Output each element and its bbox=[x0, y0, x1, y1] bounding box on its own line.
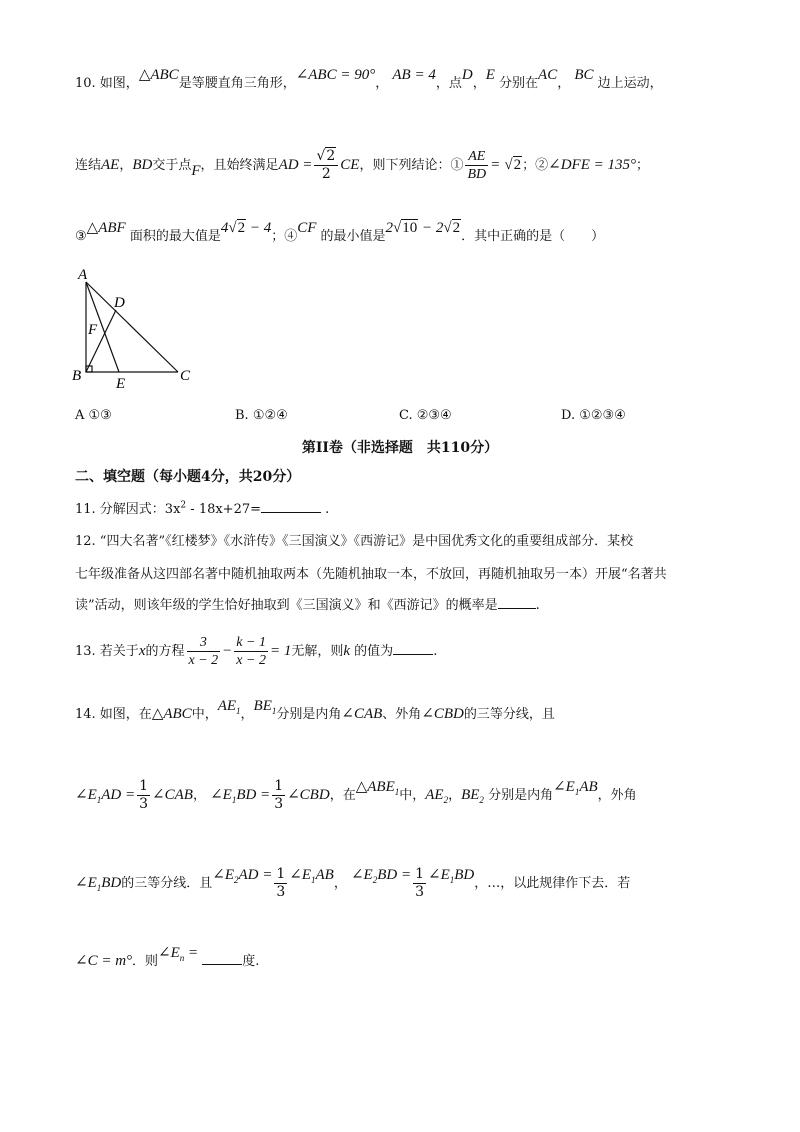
q14-line1: 14. 如图，在△ABC中，$AE_1$，$BE_1$分别是内角∠CAB、外角∠CBD的三等分线，且 bbox=[75, 698, 555, 722]
q14-pre: 14. 如图，在 bbox=[75, 707, 152, 722]
q13-post2: 的值为 bbox=[354, 644, 394, 659]
label-b: B bbox=[72, 368, 82, 384]
q10-c2-text: ；② bbox=[522, 158, 549, 173]
q10-point-e: E bbox=[485, 67, 495, 83]
q10-edge-text: 边上运动， bbox=[597, 76, 663, 91]
q12-end: . bbox=[535, 598, 540, 613]
q12-line3-text: 读”活动，则该年级的学生恰好抽取到《三国演义》和《西游记》的概率是 bbox=[75, 598, 498, 613]
q14-ae1: $AE_1$ bbox=[217, 698, 241, 716]
label-e: E bbox=[116, 376, 126, 392]
label-f: F bbox=[88, 322, 98, 338]
q12-line2: 七年级准备从这四部名著中随机抽取两本（先随机抽取一本，不放回，再随机抽取另一本）开展“名著共 bbox=[75, 567, 667, 582]
q12-line1: 12. “四大名著”《红楼梦》《水浒传》《三国演义》《西游记》是中国优秀文化的重要组成部分．某校 bbox=[75, 534, 634, 549]
q10-side-bc: BC bbox=[574, 67, 594, 83]
section2-title: 第II卷（非选择题 共110分） bbox=[301, 440, 499, 456]
q14-be2: $BE_2$ bbox=[461, 787, 484, 805]
option-c[interactable]: C. ②③④ bbox=[399, 408, 452, 423]
q10-c4-value: 2√10 − 2√2 bbox=[385, 220, 461, 236]
q10-moving-text: 分别在 bbox=[499, 76, 539, 91]
q10-f: F bbox=[191, 163, 201, 179]
segment-bd bbox=[86, 310, 116, 372]
q14-e1ab: $\angle E_1AB$ bbox=[553, 779, 598, 797]
q10-c4-text: ；④ bbox=[271, 229, 298, 244]
q10-tri-abc: △ABC bbox=[138, 67, 179, 83]
q10-c2-end: ； bbox=[636, 158, 650, 173]
q10-eq-sqrt: = bbox=[490, 157, 501, 173]
q14-be1: $BE_1$ bbox=[253, 698, 277, 716]
q13-frac2: $\frac{k - 1}{x - 2}$ bbox=[236, 635, 266, 668]
q14-angle-cbd: ∠CBD bbox=[421, 706, 464, 722]
q10-tri-abf: △ABF bbox=[86, 220, 126, 236]
q10-sqrt2: 2 bbox=[326, 148, 336, 164]
option-d[interactable]: D. ①②③④ bbox=[561, 408, 626, 423]
q10-c3-value: 4√2 − 4 bbox=[220, 220, 272, 236]
label-c: C bbox=[180, 368, 191, 384]
q10-connect-text: 连结 bbox=[75, 158, 102, 173]
label-a: A bbox=[78, 267, 88, 283]
q10-angle-abc: ∠ABC = 90° bbox=[295, 67, 376, 83]
q14-angle-cab: ∠CAB bbox=[341, 706, 383, 722]
q12-answer-blank[interactable] bbox=[498, 608, 536, 609]
q14-ae2: $AE_2$ bbox=[425, 787, 449, 805]
q13 bbox=[75, 634, 437, 669]
option-a[interactable]: A ①③ bbox=[75, 408, 112, 423]
q10-sqrt2-value: √2 bbox=[504, 157, 522, 173]
q10-point-text: ，点 bbox=[435, 76, 462, 91]
q14-e1ad: $\angle E_1AD$ = bbox=[75, 787, 136, 805]
q10-line3 bbox=[75, 220, 605, 245]
q10-line1: 10. 如图，△ABC是等腰直角三角形，∠ABC = 90°， AB = 4，点D，E 分别在AC， BC 边上运动， bbox=[75, 67, 663, 91]
q11-answer-blank[interactable] bbox=[261, 512, 321, 513]
q10-options bbox=[75, 408, 715, 428]
q10-c3-text: 面积的最大值是 bbox=[129, 229, 221, 244]
q13-x: x bbox=[138, 643, 146, 659]
q11-end: . bbox=[321, 502, 330, 517]
q14-e2ad: $\angle E_2AD$ = bbox=[212, 867, 273, 885]
q14-e2bd: $\angle E_2BD$ = bbox=[350, 867, 412, 885]
q11-text-pre: 11. 分解因式：3x bbox=[75, 502, 181, 517]
q13-pre: 13. 若关于 bbox=[75, 644, 139, 659]
q10-bd: BD bbox=[132, 157, 153, 173]
q14-line3: $\angle E_1BD$的三等分线．且$\angle E_2AD$ = $\frac{1}{3}$ $\angle E_1AB$， $\angle E_2BD$ = $\frac{1}{3}$ $\angle E_1BD$，…，以此规律作下去．若 bbox=[75, 866, 631, 900]
q10-point-d: D bbox=[461, 67, 473, 83]
q10-number: 10. 如图， bbox=[75, 76, 139, 91]
q14-e1bd: $\angle E_1BD$ = bbox=[210, 787, 271, 805]
q14-tri-abc: △ABC bbox=[151, 706, 192, 722]
q10-satisfy-text: ，且始终满足 bbox=[200, 158, 279, 173]
q10-intersect-text: 交于点 bbox=[152, 158, 192, 173]
q14-en: $\angle E_n$ = bbox=[158, 945, 199, 963]
q14-tri-abe1: $\triangle ABE_1$ bbox=[355, 779, 400, 797]
q10-den2: 2 bbox=[321, 166, 331, 182]
q10-fraction-sqrt2-over-2: $\frac{√2}{2}$ bbox=[314, 148, 338, 183]
q10-fraction-ae-bd bbox=[465, 148, 488, 183]
q10-side-ac: AC bbox=[538, 67, 558, 83]
q11 bbox=[75, 498, 329, 517]
q10-ab-value: AB = 4 bbox=[392, 67, 436, 83]
q14-line4: ∠C = m°．则$\angle E_n$ = 度. bbox=[75, 945, 260, 969]
q11-sup: 2 bbox=[180, 500, 187, 511]
segment-ac bbox=[86, 282, 178, 372]
label-d: D bbox=[114, 295, 125, 311]
q10-ad-eq: AD = bbox=[278, 157, 313, 173]
part2-heading: 二、填空题（每小题4分，共20分） bbox=[75, 469, 301, 485]
q13-minus: − bbox=[222, 643, 233, 659]
q13-end: . bbox=[433, 644, 438, 659]
q10-conclusions-text: ，则下列结论：① bbox=[359, 158, 464, 173]
q13-frac1: $\frac{3}{x - 2}$ bbox=[188, 635, 219, 668]
q10-line2: 连结AE，BD交于点F，且始终满足AD = $\frac{√2}{2}$ CE，则下列结论：① $\frac{AE}{BD}$ = √2；②∠DFE = 135°； bbox=[75, 148, 650, 182]
q10-c4-text2: 的最小值是 bbox=[320, 229, 386, 244]
q10-angle-dfe: ∠DFE = 135° bbox=[548, 157, 637, 173]
q11-text-post: - 18x+27= bbox=[186, 502, 262, 517]
q13-mid: 的方程 bbox=[145, 644, 185, 659]
q10-bd-den: BD bbox=[467, 167, 487, 182]
q10-isosceles-text: 是等腰直角三角形， bbox=[178, 76, 296, 91]
q10-ae-num: AE bbox=[465, 148, 488, 166]
q13-post: 无解，则 bbox=[291, 644, 344, 659]
q10-cf: CF bbox=[297, 220, 317, 236]
q14-line2: $\angle E_1AD$ = $\frac{1}{3}$ ∠CAB， $\angle E_1BD$ = $\frac{1}{3}$ ∠CBD，在$\triangle ABE_1$中，$AE_2$，$BE_2$ 分别是内角$\angle E_1AB$，外角 bbox=[75, 778, 637, 812]
q14-answer-blank[interactable] bbox=[202, 964, 242, 965]
q10-figure bbox=[70, 262, 210, 392]
q10-ae: AE bbox=[101, 157, 120, 173]
q12-line3 bbox=[75, 594, 540, 613]
q14-e1bd-outer: $\angle E_1BD$ bbox=[75, 875, 122, 893]
q10-ask: ．其中正确的是（ ） bbox=[461, 229, 605, 244]
q13-answer-blank[interactable] bbox=[393, 654, 433, 655]
q10-ce: CE bbox=[340, 157, 360, 173]
option-b[interactable]: B. ①②④ bbox=[235, 408, 288, 423]
q14-angle-c: ∠C = m° bbox=[75, 953, 133, 969]
q13-eq: = 1 bbox=[269, 643, 292, 659]
q10-c3-prefix: ③ bbox=[75, 229, 87, 244]
q13-k: k bbox=[343, 643, 351, 659]
